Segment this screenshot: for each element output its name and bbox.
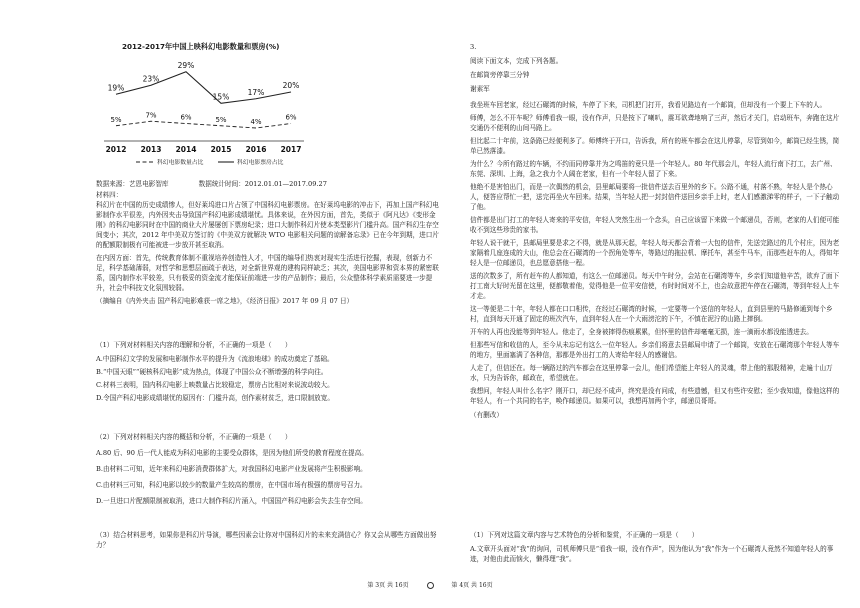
binding-circle-icon [427,582,434,589]
data-label: 6% [285,113,297,122]
story-source: （有删改） [470,411,503,420]
right-page-number: 第 4页 共 16页 [451,582,493,589]
chart-stat-time: 数据统计时间：2012.01.01—2017.09.27 [198,180,327,188]
data-label: 5% [215,115,227,124]
story-paragraph: 我坐班车回老家，经过石碾湾的时候，车停了下来，司机把门打开，我看见路边有一个邮筒，但却没有一个要上下车的人。 [470,101,827,109]
left-page-number: 第 3页 共 16页 [367,582,409,589]
question-3 [96,530,440,550]
data-label: 19% [107,83,125,93]
option-c[interactable]: C.材料三表明，国内科幻电影上映数量占比较稳定，票房占比相对来说波动较大。 [96,381,334,390]
story-paragraph: 师傅，怎么不开车呢？师傅看我一眼，没有作声，只是按下了喇叭，震耳欲聋地响了三声，然后才关门，启动班车，奔跑在这片交通仍不便利的山间马路上。 [470,114,840,133]
option-a[interactable]: A.中国科幻文学的发展和电影制作水平的提升为《流浪地球》的成功奠定了基础。 [96,355,334,364]
question-stem: （2）下列对材料相关内容的概括和分析，不正确的一项是（ ） [96,433,292,441]
option-a[interactable]: A.80 后、90 后一代人能成为科幻电影的主要受众群体，是因为他们所受的教育程度在提高。 [96,449,368,458]
data-label: 5% [110,115,122,124]
question-stem: （1）下列对材料相关内容的理解和分析，不正确的一项是（ ） [96,341,292,349]
legend-label: 科幻电影数量占比 [157,160,204,166]
chart-meta [96,178,440,188]
author: 谢素军 [470,85,490,94]
data-label: 29% [177,60,195,70]
data-label: 7% [145,111,157,120]
story-paragraph: 为什么？今所有路过的车辆，不约而同停靠并为之鸣笛的竟只是一个年轻人。80 年代那会儿，年轻人流行南下打工，去广州、东莞、深圳、上海，急之我力个人阔在老家，但有一个年轻人留了下来。 [470,160,837,179]
line-chart [96,55,326,175]
option-b[interactable]: B.“中国天眼”“硬核科幻电影”成为热点，体现了中国公众不断增强的科学向往。 [96,368,328,377]
story-title: 在邮筒旁停靠三分钟 [470,71,530,80]
question-2 [96,432,440,506]
series-line-1 [116,121,291,128]
data-label: 23% [142,74,160,84]
story-paragraph: 人走了，但信还在。每一辆路过的汽车都会在这里停靠一会儿，他们希望能上年轻人的灵魂，带上他的那股精神，走遍十山万水，只为告诉你，邮政在，希望就在。 [470,364,833,383]
option-b[interactable]: B.由材料二可知，近年来科幻电影消费群体扩大，对我国科幻电影产业发展将产生积极影响。 [96,465,367,474]
data-label: 17% [247,87,265,97]
story-paragraph: 年轻人说干就干，县邮局里要是求之不得，就是从那天起，年轻人每天都会背着一大包的信件，先送完路过的几个村庄，因为老家隔着几座连成的大山，他总会在石碾湾的一个拐角处等车，等路过的拖拉机、摩托车，甚至牛马车，而那些赶车的人，得知年轻人是一位邮递员，也总愿意搭他一程。 [470,239,840,268]
story-paragraph: 这一等便是二十年，年轻人都在口口相传，在经过石碾湾的时候，一定要等一个送信的年轻人，直到县里的马路修通到每个乡村，直到每天开通了固定的班次汽车，直到年轻人在一个大雨滂沱的下午，不慎在泥泞的山路上摔倒。 [470,305,833,324]
story-paragraph: 开车的人再也没能等到年轻人。他走了，全身被摔得伤痕累累，但怀里的信件却毫毫无损，连一滴雨水都没能透进去。 [470,328,813,337]
data-label: 20% [282,81,300,90]
story-body [470,100,840,420]
material4 [96,190,440,306]
chart-source: 数据来源：艺恩电影智库 [96,180,169,188]
x-tick-label: 2015 [210,145,232,154]
option-a[interactable]: A.文章开头面对“我”的询问，司机师傅只是“看我一眼，没有作声”，因为他认为“我”作为一个石碾湾人竟然不知道年轻人的事迹，对他由此而恼火，懒得理“我”。 [470,545,834,564]
chart-title: 2012-2017年中国上映科幻电影数量和票房(%) [122,42,280,51]
question-stem: （3）结合材料思考，如果你是科幻片导演，哪些因素会让你对中国科幻片的未来充满信心？你又会从哪些方面做出努力？ [96,531,437,550]
story-paragraph: 他绝不是害怕出门，而是一次偶然的机会，县里邮局要将一批信件送去百里外的乡下。公路不通，村落不熟，年轻人是个热心人，便答应帮忙一把，送完再坐火车回来。结果，当年轻人把一封封信件送回乡亲手上时，老人们感激涕零的样子，一下子触动了他。 [470,183,840,212]
x-tick-label: 2013 [140,145,162,154]
story-paragraph: 信件都是出门打工的年轻人寄来的平安信，年轻人突然生出一个念头，自己应该留下来做一个邮递员，否则，老家的人们便可能收不到这些珍贵的家书。 [470,216,840,235]
data-label: 4% [250,118,262,126]
x-tick-label: 2016 [245,145,267,154]
legend-label: 科幻电影票房占比 [237,160,284,166]
option-c[interactable]: C.由材料三可知，科幻电影以较少的数量产生较高的票房，在中国市场有极强的票房号召力。 [96,481,367,490]
material4-paragraph: 科幻片在中国的历史成绩惨人，但好莱坞进口片占领了中国科幻电影票房。在好莱坞电影的冲击下，再加上国产科幻电影制作水平很差，内外因夹击导致国产科幻电影成绩堪忧。具体来说，在外因方面，首先，类似于《阿凡达》《变形金刚》的科幻电影同时在中国的商业大片屡屡创下票房纪录；进口大制作科幻片使本类型影片门槛升高。国产科幻生存空间变小；其次，2012 年中美双方签订的《中美双方就解决 WTO 电影相关问题的谅解备忘录》已在今年到期，进口片的配额限制极有可能被进一步放开甚至取消。 [96,201,439,250]
question-1 [96,340,440,403]
material4-label: 材料四： [96,191,123,199]
material4-paragraph: 在内因方面：首先，传统教育体制不重视培养创造性人才，中国的编导们热衷对现实生活进行挖掘，表现，创新力不足，科学基础薄弱，对哲学和思想层面疏于表达，对全新世界观的建构同样缺乏；其次，美国电影界和资本界的紧密联系，国内制作水平较差，只有极妥的资金流才能保证前端进一步的产品制作；最后，公众整体科学素质需要进一步提升，社会中科技文化氛围较弱。 [96,254,439,293]
data-label: 15% [212,92,230,102]
story-paragraph: 送的次数多了，所有赶车的人都知道，有这么一位邮递员。每天中午时分，会站在石碾湾等车，乡亲们知道他辛苦，欲弃了面下打工南大好时光留在这里，便都敬着他，觉得他是一位平安信使，有时时间对不上，也会故意把车停在石碾湾，等到年轻人上车才走。 [470,272,840,301]
option-d[interactable]: D.令国产科幻电影成绩堪忧的原因有：门槛升高，创作素材贫乏，进口限制放宽。 [96,394,334,403]
reading-header [470,42,840,94]
x-tick-label: 2012 [105,145,127,154]
instruction: 阅读下面文本，完成下列各题。 [470,57,563,66]
reading-question-1 [470,530,840,564]
page-footer [0,580,860,589]
story-paragraph: 但那些写信和收信的人，至今从未忘记有这么一位年轻人。乡亲们将意去县邮局申请了一个邮筒，安放在石碾湾那个年轻人等车的地方，里面塞满了各种信，那都是外出打工的人寄给年轻人的感谢信。 [470,341,840,360]
story-paragraph: 但比起二十年前，这条路已经便利多了。师傅终于开口，告诉我，所有的班车都会在这儿停靠，尽管到如今，邮筒已经生锈，简单已然落漆。 [470,137,840,156]
option-d[interactable]: D.一旦进口片配额限制被取消，进口大制作科幻片涌入，中国国产科幻电影会失去生存空间。 [96,497,367,506]
data-label: 6% [180,113,192,122]
question-number: 3. [470,43,477,51]
citation: （摘编自《内外夹击 国产科幻电影难获一席之地》，《经济日报》2017 年 09 月 07 日） [96,297,354,306]
x-tick-label: 2017 [280,145,302,154]
x-tick-label: 2014 [175,145,197,154]
question-stem: （1）下列对这篇文章内容与艺术特色的分析和鉴赏，不正确的一项是（ ） [470,531,699,539]
story-paragraph: 我想问，年轻人叫什么名字？刚开口，却已经不成声，终究是没有问成，有些遗憾，但又有些许安慰；至少我知道，像他这样的年轻人，有一个共同的名字，唤作邮递员。如果可以，我想再加两个字，邮递员哥哥。 [470,387,840,406]
